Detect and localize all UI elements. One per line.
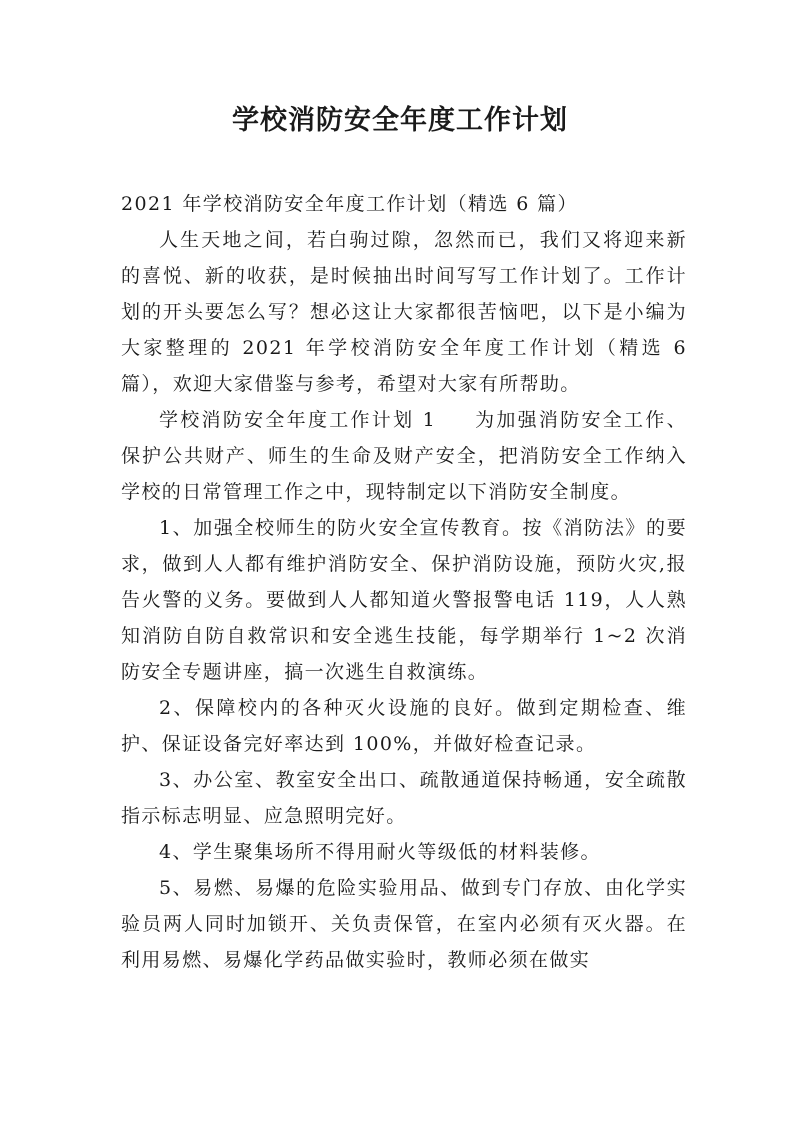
list-item: 2、保障校内的各种灭火设施的良好。做到定期检查、维护、保证设备完好率达到 100%，并做好检查记录。: [121, 697, 687, 755]
document-body: [121, 186, 687, 978]
section-intro: 为加强消防安全工作、保护公共财产、师生的生命及财产安全，把消防安全工作纳入学校的日常管理工作之中，现特制定以下消防安全制度。: [121, 409, 687, 503]
list-item: 4、学生聚集场所不得用耐火等级低的材料装修。: [159, 841, 601, 863]
document-subtitle: 2021 年学校消防安全年度工作计划（精选 6 篇）: [121, 193, 578, 215]
intro-paragraph: 人生天地之间，若白驹过隙，忽然而已，我们又将迎来新的喜悦、新的收获，是时候抽出时间写写工作计划了。工作计划的开头要怎么写？想必这让大家都很苦恼吧，以下是小编为大家整理的 2021 年学校消防安全年度工作计划（精选 6 篇），欢迎大家借鉴与参考，希望对大家有所帮助。: [121, 229, 687, 395]
list-item: 3、办公室、教室安全出口、疏散通道保持畅通，安全疏散指示标志明显、应急照明完好。: [121, 769, 687, 827]
section-heading: 学校消防安全年度工作计划 1: [159, 409, 437, 431]
section-paragraph: [121, 402, 687, 510]
list-item: 5、易燃、易爆的危险实验用品、做到专门存放、由化学实验员两人同时加锁开、关负责保管，在室内必须有灭火器。在利用易燃、易爆化学药品做实验时，教师必须在做实: [121, 877, 687, 971]
list-item: 1、加强全校师生的防火安全宣传教育。按《消防法》的要求，做到人人都有维护消防安全、保护消防设施，预防火灾,报告火警的义务。要做到人人都知道火警报警电话 119，人人熟知消防自防自救常识和安全逃生技能，每学期举行 1~2 次消防安全专题讲座，搞一次逃生自救演练。: [121, 517, 687, 683]
document-title: 学校消防安全年度工作计划: [232, 105, 568, 136]
